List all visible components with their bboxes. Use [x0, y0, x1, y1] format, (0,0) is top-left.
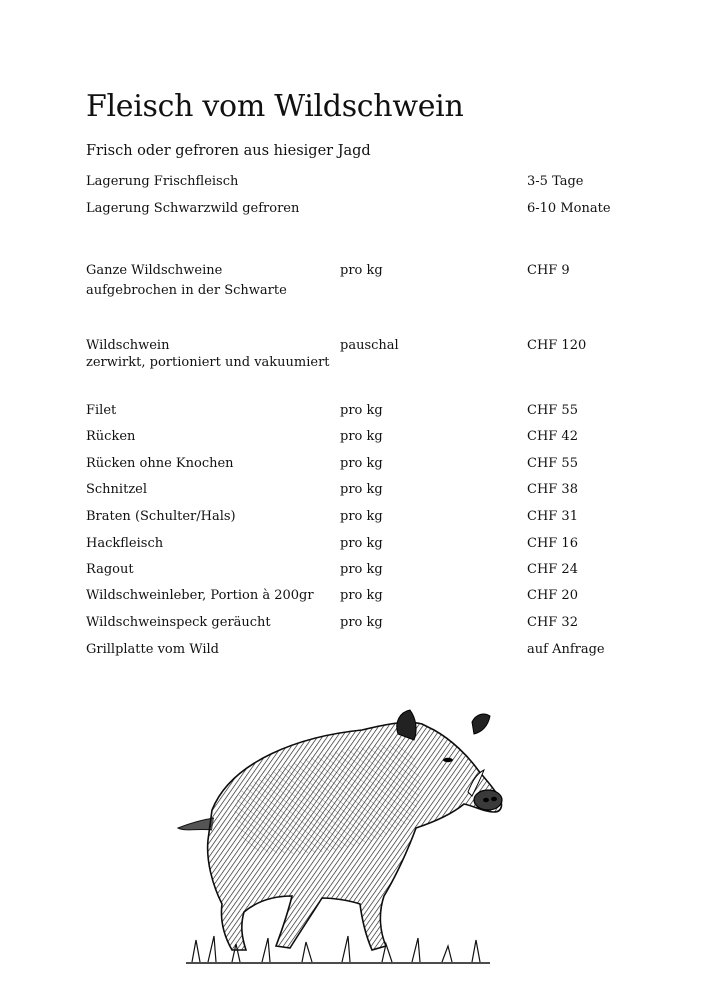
item-unit: pro kg	[340, 562, 383, 577]
item-unit: pro kg	[340, 263, 383, 278]
storage-label: Lagerung Frischfleisch	[86, 174, 239, 189]
item-price: CHF 9	[527, 263, 570, 278]
storage-label: Lagerung Schwarzwild gefroren	[86, 201, 300, 216]
item-price: CHF 20	[527, 588, 578, 603]
item-label: Rücken	[86, 429, 136, 444]
wild-boar-illustration	[172, 700, 508, 972]
item-unit: pro kg	[340, 482, 383, 497]
item-label: Filet	[86, 403, 117, 418]
item-label: Braten (Schulter/Hals)	[86, 509, 236, 524]
storage-value: 6-10 Monate	[527, 201, 611, 216]
item-price: CHF 38	[527, 482, 578, 497]
item-unit: pro kg	[340, 403, 383, 418]
item-unit: pro kg	[340, 615, 383, 630]
price-row	[0, 455, 712, 475]
item-sublabel: aufgebrochen in der Schwarte	[86, 283, 287, 298]
page-title: Fleisch vom Wildschwein	[86, 89, 464, 124]
price-row	[0, 561, 712, 581]
storage-value: 3-5 Tage	[527, 174, 584, 189]
item-price: auf Anfrage	[527, 642, 605, 657]
price-row	[0, 428, 712, 448]
item-price: CHF 32	[527, 615, 578, 630]
item-label: Wildschweinspeck geräucht	[86, 615, 271, 630]
item-label: Rücken ohne Knochen	[86, 456, 234, 471]
item-unit: pro kg	[340, 588, 383, 603]
price-row	[0, 402, 712, 422]
price-row	[0, 614, 712, 634]
price-row	[0, 535, 712, 555]
item-label: Ganze Wildschweine	[86, 263, 223, 278]
item-sublabel: zerwirkt, portioniert und vakuumiert	[86, 355, 330, 370]
item-unit: pro kg	[340, 536, 383, 551]
item-label: Wildschweinleber, Portion à 200gr	[86, 588, 314, 603]
item-unit: pro kg	[340, 456, 383, 471]
price-row	[0, 641, 712, 661]
price-row	[0, 481, 712, 501]
item-label: Ragout	[86, 562, 134, 577]
item-price: CHF 120	[527, 338, 587, 353]
item-price: CHF 31	[527, 509, 578, 524]
item-price: CHF 24	[527, 562, 578, 577]
item-unit: pro kg	[340, 429, 383, 444]
item-label: Wildschwein	[86, 338, 170, 353]
item-unit: pro kg	[340, 509, 383, 524]
price-row	[0, 508, 712, 528]
storage-row	[0, 173, 712, 193]
storage-row	[0, 200, 712, 220]
price-row	[0, 587, 712, 607]
item-price: CHF 42	[527, 429, 578, 444]
item-price: CHF 16	[527, 536, 578, 551]
price-row-whole	[0, 262, 712, 282]
page-subtitle: Frisch oder gefroren aus hiesiger Jagd	[86, 143, 371, 159]
item-unit: pauschal	[340, 338, 399, 353]
item-label: Grillplatte vom Wild	[86, 642, 219, 657]
item-label: Schnitzel	[86, 482, 148, 497]
item-price: CHF 55	[527, 456, 578, 471]
item-price: CHF 55	[527, 403, 578, 418]
item-label: Hackfleisch	[86, 536, 164, 551]
